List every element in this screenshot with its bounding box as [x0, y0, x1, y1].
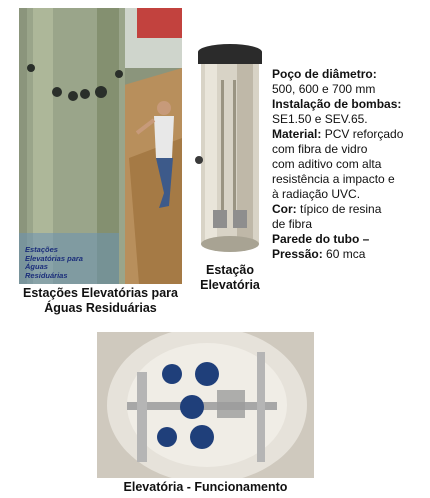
diameter-value: 500, 600 e 700 mm: [272, 82, 376, 96]
photo-station-inside: [97, 332, 314, 478]
overlay-line: Residuárias: [25, 270, 68, 280]
diameter-label: Poço de diâmetro:: [272, 67, 377, 81]
photo-pumping-station-site: [19, 8, 182, 284]
inside-illustration: [97, 332, 314, 478]
pressure-label: Pressão:: [272, 247, 323, 261]
material-value: com aditivo com alta: [272, 157, 382, 171]
pumps-value: SE1.50 e SEV.65.: [272, 112, 368, 126]
middle-photo-caption: [190, 263, 270, 293]
overlay-line: Águas: [25, 262, 48, 271]
caption-line: Águas Residuárias: [44, 301, 157, 315]
color-value: típico de resina: [296, 202, 382, 216]
spec-list: [272, 67, 430, 262]
wall-label: Parede do tubo –: [272, 232, 370, 246]
site-illustration: [19, 8, 182, 284]
pressure-value: 60 mca: [322, 247, 366, 261]
bottom-photo-caption: Elevatória - Funcionamento: [123, 480, 288, 494]
station-illustration: [193, 40, 267, 260]
color-label: Cor:: [272, 202, 297, 216]
overlay-line: Estações: [25, 245, 58, 254]
material-value: PCV reforçado: [321, 127, 404, 141]
left-photo-caption: [19, 286, 182, 316]
material-label: Material:: [272, 127, 322, 141]
overlay-line: Elevatórias para: [25, 253, 83, 263]
caption-line: Estação: [206, 263, 254, 277]
photo-overlay-text: [25, 246, 83, 280]
photo-station-product: [193, 40, 267, 260]
color-value: de fibra: [272, 217, 313, 231]
caption-line: Elevatória: [200, 278, 260, 292]
pumps-label: Instalação de bombas:: [272, 97, 402, 111]
material-value: resistência a impacto e: [272, 172, 395, 186]
material-value: com fibra de vidro: [272, 142, 368, 156]
caption-line: Estações Elevatórias para: [23, 286, 178, 300]
material-value: à radiação UVC.: [272, 187, 361, 201]
